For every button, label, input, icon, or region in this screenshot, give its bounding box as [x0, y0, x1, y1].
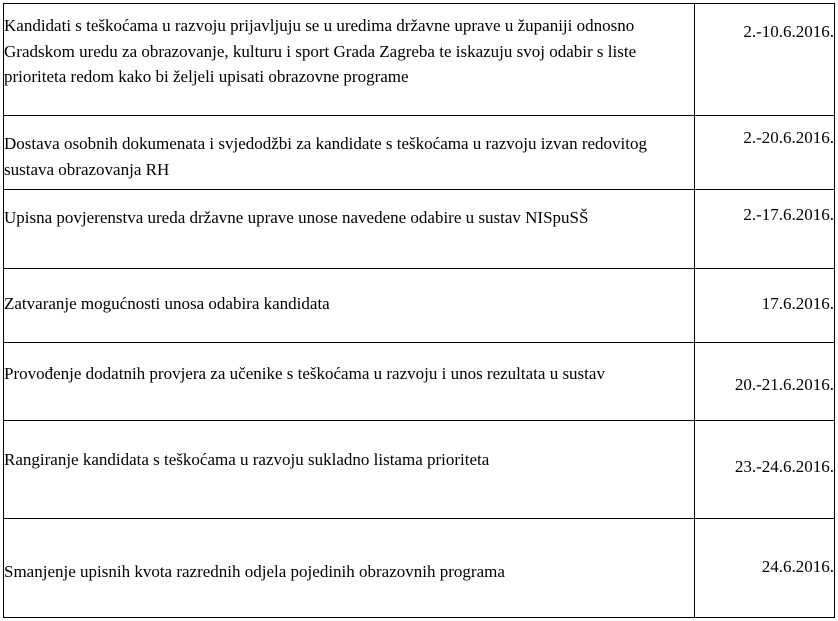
- activity-date: 17.6.2016.: [695, 269, 835, 343]
- activity-date: 2.-10.6.2016.: [695, 4, 835, 116]
- activity-description: Rangiranje kandidata s teškoćama u razvoju sukladno listama prioriteta: [4, 421, 695, 519]
- table-row: [4, 116, 835, 190]
- activity-description: Upisna povjerenstva ureda državne uprave unose navedene odabire u sustav NISpuSŠ: [4, 190, 695, 269]
- activity-date: 23.-24.6.2016.: [695, 421, 835, 519]
- activity-date: 2.-20.6.2016.: [695, 116, 835, 190]
- enrollment-schedule-table: [3, 3, 835, 618]
- table-row: [4, 190, 835, 269]
- table-row: [4, 4, 835, 116]
- activity-date: 24.6.2016.: [695, 519, 835, 618]
- activity-date: 20.-21.6.2016.: [695, 343, 835, 421]
- activity-date: 2.-17.6.2016.: [695, 190, 835, 269]
- activity-description: Zatvaranje mogućnosti unosa odabira kandidata: [4, 269, 695, 343]
- table-row: [4, 343, 835, 421]
- activity-description: Dostava osobnih dokumenata i svjedodžbi za kandidate s teškoćama u razvoju izvan redovitog sustava obrazovanja RH: [4, 116, 695, 190]
- activity-description: Provođenje dodatnih provjera za učenike s teškoćama u razvoju i unos rezultata u sustav: [4, 343, 695, 421]
- table-row: [4, 519, 835, 618]
- table-row: [4, 269, 835, 343]
- activity-description: Kandidati s teškoćama u razvoju prijavljuju se u uredima državne uprave u županiji odnosno Gradskom uredu za obrazovanje, kulturu i sport Grada Zagreba te iskazuju svoj odabir s liste prioriteta redom kako bi željeli upisati obrazovne programe: [4, 4, 695, 116]
- activity-description: Smanjenje upisnih kvota razrednih odjela pojedinih obrazovnih programa: [4, 519, 695, 618]
- table-row: [4, 421, 835, 519]
